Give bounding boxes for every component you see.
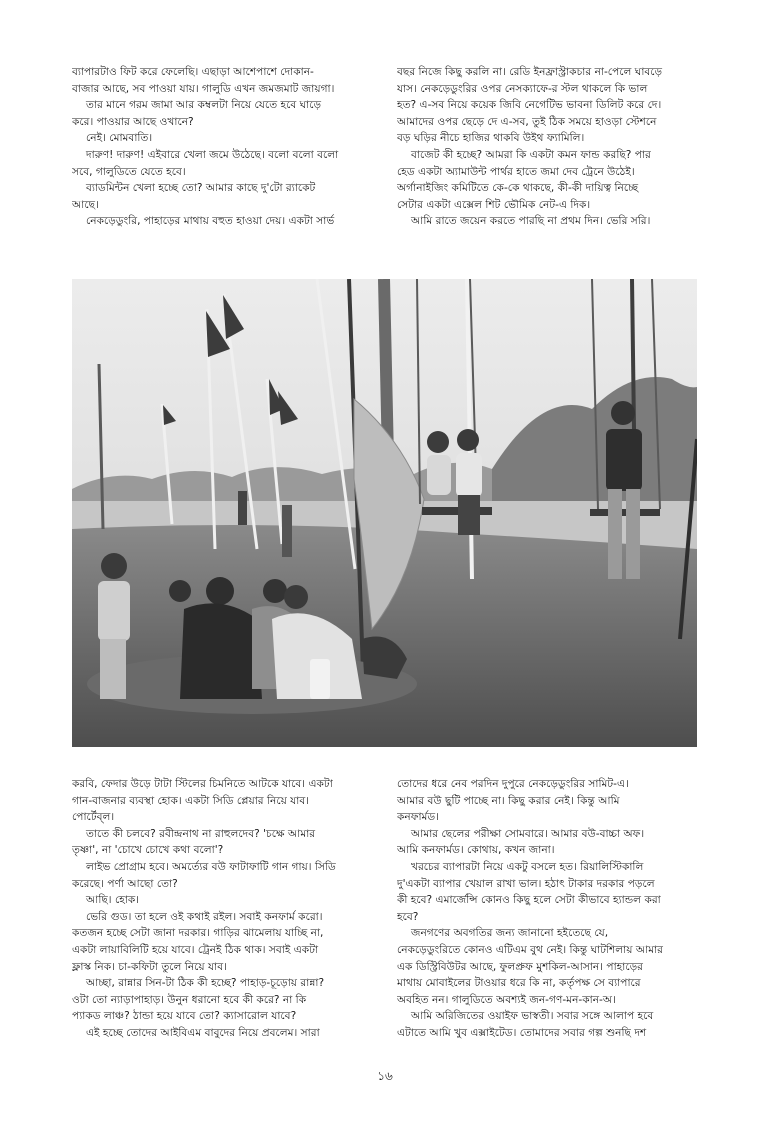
paragraph: আমার ছেলের পরীক্ষা সোমবারে। আমার বউ-বাচ্চা অফ। (411, 827, 645, 840)
paragraph: নেকড়েডুংরি, পাহাড়ের মাথায় বহুত হাওয়া দেয়। একটা সার্ভ (86, 215, 335, 228)
paragraph: তাতে কী চলবে? রবীন্দ্রনাথ না রাহুলদেব? 'চক্ষে আমার (86, 827, 316, 840)
paragraph: কতজন হচ্ছে সেটা জানা দরকার। গাড়ির ঝামেলায় যাচ্ছি না, (72, 927, 324, 940)
paragraph: সবে, গালুডিতে যেতে হবে। (72, 165, 186, 178)
paragraph: দারুণ! দারুণ! এইবারে খেলা জমে উঠেছে। বলো বলো বলো (86, 148, 339, 161)
paragraph: আচ্ছা, রান্নার সিন-টা ঠিক কী হচ্ছে? পাহাড়-চূড়োয় রান্না? (86, 977, 325, 990)
paragraph: ভেরি গুড। তা হলে ওই কথাই রইল। সবাই কনফার্ম করো। (86, 910, 323, 923)
paragraph: বাজার আছে, সব পাওয়া যায়। গালুডি এখন জমজমাট জায়গা। (72, 82, 335, 95)
paragraph: প্যাকড লাঞ্চ? ঠান্ডা হয়ে যাবে তো? ক্যাসারোল যাবে? (72, 1010, 297, 1023)
page-number: ১৬ (377, 1069, 393, 1083)
paragraph: অবহিত নন। গালুডিতে অবশ্যই জন-গণ-মন-কান-অ। (397, 993, 616, 1006)
paragraph: গান-বাজনার ব্যবস্থা হোক। একটা সিডি প্লেয়ার নিয়ে যাব। (72, 794, 310, 807)
paragraph: হবে? (397, 910, 419, 923)
paragraph: জনগণের অবগতির জন্য জানানো হইতেছে যে, (411, 927, 609, 940)
bottom-right-column (397, 776, 697, 1056)
bottom-left-column (72, 776, 370, 1056)
paragraph: করবি, ফেদার উড়ে টাটা স্টিলের চিমনিতে আটকে যাবে। একটা (72, 778, 333, 790)
paragraph: লাইভ প্রোগ্রাম হবে। অমর্ত্যের বউ ফাটাফাটি গান গায়। সিডি (86, 860, 336, 873)
paragraph: আমি কনফার্মড। কোথায়, কখন জানা। (397, 844, 555, 857)
paragraph: আমি রাতে জয়েন করতে পারছি না প্রথম দিন। ভেরি সরি। (411, 215, 651, 228)
paragraph: আমি অরিজিতের ওয়াইফ ভাস্বতী। সবার সঙ্গে আলাপ হবে (411, 1010, 654, 1023)
top-right-column (397, 64, 697, 242)
paragraph: হত? এ-সব নিয়ে কয়েক জিবি নেগেটিভ ভাবনা ডিলিট করে দে। (397, 99, 662, 112)
picnic-photo (72, 279, 697, 747)
paragraph: এটাতে আমি খুব এক্সাইটেড। তোমাদের সবার গল্প শুনছি দশ (397, 1026, 647, 1039)
paragraph: নেই। মোমবাতি। (86, 132, 153, 145)
paragraph: যাস। নেকড়েডুংরির ওপর নেসক্যাফে-র স্টল থাকলে কি ভাল (397, 82, 648, 95)
paragraph: একটা লায়াবিলিটি হয়ে যাবে। ট্রেনই ঠিক থাক। সবাই একটা (72, 943, 319, 956)
paragraph: খরচের ব্যাপারটা নিয়ে একটু বসলে হত। রিয়ালিস্টিকালি (411, 860, 644, 873)
paragraph: তার মানে গরম জামা আর কম্বলটা নিয়ে যেতে হবে ঘাড়ে (86, 99, 322, 112)
paragraph: কী হবে? এমার্জেন্সি কোনও কিছু হলে সেটা কীভাবে হ্যান্ডল করা (397, 894, 661, 907)
paragraph: তৃষ্ণা', না 'চোখে চোখে কথা বলো'? (72, 844, 224, 857)
paragraph: ফ্লাস্ক নিক। চা-কফিটা তুলে নিয়ে যাব। (72, 960, 227, 973)
paragraph: ওটা তো ন্যাড়াপাহাড়। উনুন ধরানো হবে কী করে? না কি (72, 993, 307, 1006)
paragraph: ব্যাপারটাও ফিট করে ফেলেছি। এছাড়া আশেপাশে দোকান- (72, 66, 314, 78)
paragraph: পোর্টেব্‌ল। (72, 811, 115, 824)
paragraph: আমার বউ ছুটি পাচ্ছে না। কিছু করার নেই। কিন্তু আমি (397, 794, 620, 807)
paragraph: কনফার্মড। (397, 811, 440, 824)
top-left-column (72, 64, 370, 242)
paragraph: দু'একটা ব্যাপার খেয়াল রাখা ভাল। হঠাৎ টাকার দরকার পড়লে (397, 877, 655, 890)
paragraph: আছে। (72, 198, 99, 211)
paragraph: আছি। হোক। (86, 894, 140, 907)
paragraph: করে। পাওয়ার আছে ওখানে? (72, 115, 194, 128)
paragraph: ব্যাডমিন্টন খেলা হচ্ছে তো? আমার কাছে দু'টো র‍্যাকেট (86, 182, 316, 195)
paragraph: সেটার একটা এক্সেল শিট ভৌমিক নেট-এ দিক। (397, 198, 591, 211)
paragraph: মাথায় মোবাইলের টাওয়ার ধরে কি না, কর্তৃপক্ষ সে ব্যাপারে (397, 977, 641, 990)
paragraph: করেছে। পর্ণা আছো তো? (72, 877, 178, 890)
paragraph: তোদের ধরে নেব পরদিন দুপুরে নেকড়েডুংরির সামিট-এ। (397, 778, 629, 790)
paragraph: এক ডিস্ট্রিবিউটর আছে, ফুলপ্রুফ মুশকিল-আসান। পাহাড়ের (397, 960, 643, 973)
paragraph: বড় ঘড়ির নীচে হাজির থাকবি উইথ ফ্যামিলি। (397, 132, 585, 145)
paragraph: নেকড়েডুংরিতে কোনও এটিএম বুথ নেই। কিন্তু ঘাটশিলায় আমার (397, 943, 664, 956)
paragraph: বাজেট কী হচ্ছে? আমরা কি একটা কমন ফান্ড করছি? পার (411, 148, 651, 161)
paragraph: অর্গানাইজিং কমিটিতে কে-কে থাকছে, কী-কী দায়িত্ব নিচ্ছে (397, 182, 639, 195)
paragraph: বছর নিজে কিছু করলি না। রেডি ইনফ্রাস্ট্রাকচার না-পেলে ঘাবড়ে (397, 66, 663, 78)
paragraph: এই হচ্ছে তোদের আইবিএম বাবুদের নিয়ে প্রবলেম। সারা (86, 1026, 320, 1039)
paragraph: আমাদের ওপর ছেড়ে দে এ-সব, তুই ঠিক সময়ে হাওড়া স্টেশনে (397, 115, 657, 128)
paragraph: হেড একটা অ্যামাউন্ট পার্থর হাতে জমা দেব ট্রেনে উঠেই। (397, 165, 635, 178)
